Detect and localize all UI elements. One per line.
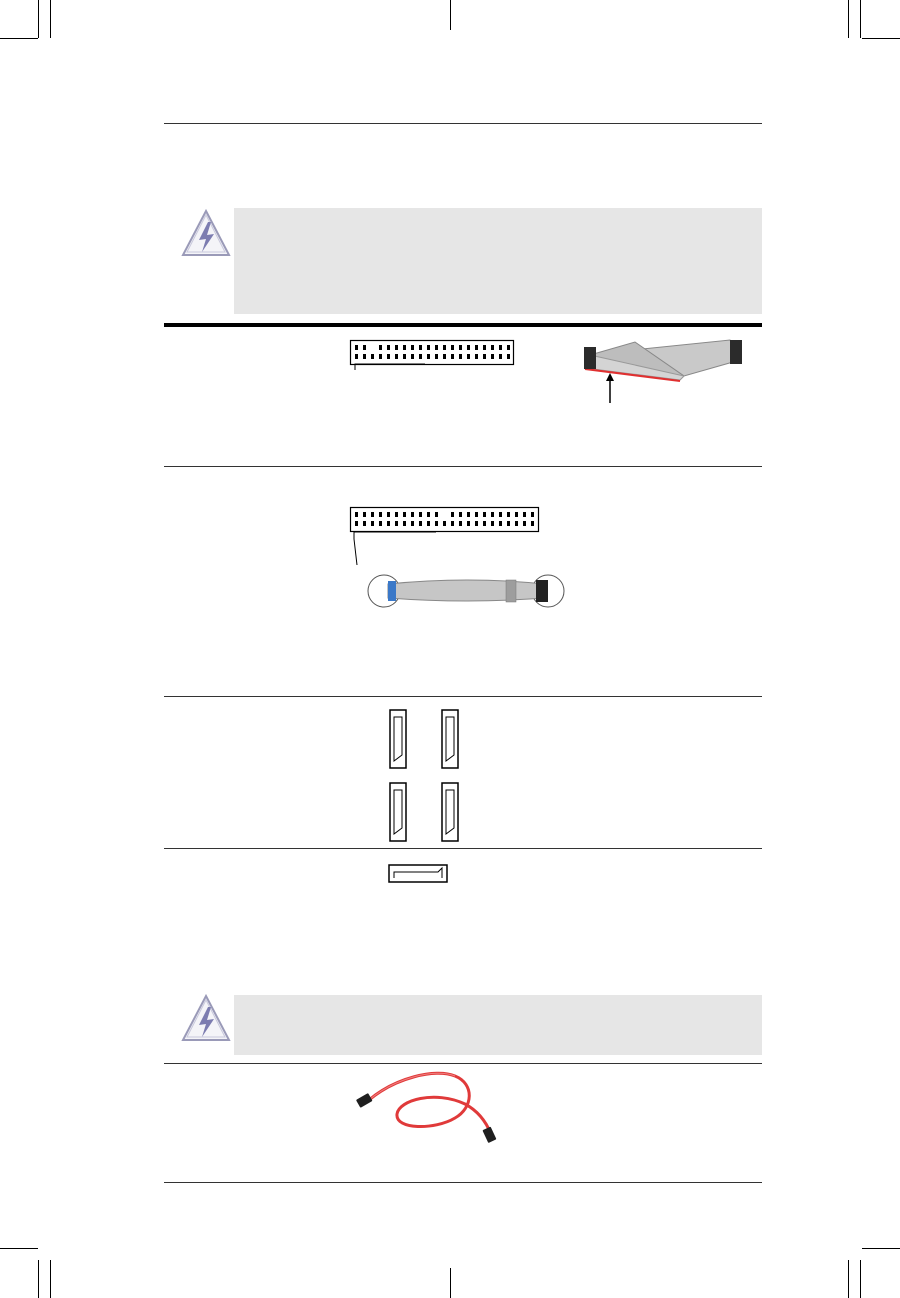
header-pin [419, 345, 422, 350]
header-pin [363, 512, 366, 517]
header-pin [427, 354, 430, 359]
section-rule-thick [164, 323, 762, 327]
header-pin [387, 354, 390, 359]
header-pin [363, 521, 366, 526]
header-pin [467, 521, 470, 526]
header-pin [363, 345, 366, 350]
section-rule [164, 848, 762, 849]
section-rule [164, 696, 762, 697]
crop-mark [848, 0, 849, 38]
crop-mark [38, 0, 39, 38]
warning-lightning-icon [180, 208, 232, 260]
header-pin [395, 345, 398, 350]
crop-mark [862, 1248, 900, 1249]
header-pin [395, 354, 398, 359]
ide-ribbon-cable [368, 574, 568, 610]
header-pin [491, 521, 494, 526]
header-pin [371, 512, 374, 517]
sata-port [442, 710, 458, 768]
crop-mark [860, 0, 861, 38]
floppy-ribbon-cable [580, 330, 760, 405]
pin1-indicator [354, 532, 436, 565]
crop-mark [0, 38, 38, 39]
crop-mark [38, 1260, 39, 1298]
header-pin [403, 512, 406, 517]
header-pin [379, 345, 382, 350]
header-pin [379, 512, 382, 517]
sata-data-cable [355, 1068, 505, 1148]
header-pin [523, 521, 526, 526]
header-pin [419, 512, 422, 517]
header-pin [411, 345, 414, 350]
header-pin [395, 521, 398, 526]
crop-mark [50, 1260, 51, 1298]
header-pin [451, 354, 454, 359]
floppy-header-pins [350, 340, 515, 370]
header-pin [403, 354, 406, 359]
header-pin [483, 512, 486, 517]
header-pin [475, 512, 478, 517]
header-pin [435, 521, 438, 526]
header-pin [451, 521, 454, 526]
header-pin [403, 345, 406, 350]
header-pin [411, 521, 414, 526]
header-pin [355, 512, 358, 517]
header-pin [443, 354, 446, 359]
header-pin [475, 354, 478, 359]
header-pin [379, 521, 382, 526]
header-pin [443, 345, 446, 350]
header-pin [387, 345, 390, 350]
crop-mark [50, 0, 51, 38]
header-pin [419, 521, 422, 526]
header-pin [435, 354, 438, 359]
warning-note-box [234, 208, 762, 314]
header-pin [483, 521, 486, 526]
header-pin [459, 354, 462, 359]
sata-port [390, 783, 406, 841]
header-pin [459, 521, 462, 526]
header-pin [475, 345, 478, 350]
section-rule [164, 1063, 762, 1064]
header-pin [507, 521, 510, 526]
header-pin [467, 512, 470, 517]
warning-lightning-icon [180, 993, 232, 1045]
header-pin [427, 512, 430, 517]
header-pin [491, 345, 494, 350]
sata-port [442, 783, 458, 841]
header-pin [419, 354, 422, 359]
section-rule [164, 466, 762, 467]
header-pin [467, 354, 470, 359]
footer-rule [164, 1182, 762, 1183]
header-pin [523, 512, 526, 517]
header-pin [507, 354, 510, 359]
header-pin [387, 512, 390, 517]
header-pin [363, 354, 366, 359]
crop-mark [862, 38, 900, 39]
header-pin [499, 521, 502, 526]
header-pin [443, 521, 446, 526]
crop-mark [860, 1260, 861, 1298]
header-pin [371, 354, 374, 359]
header-pin [355, 345, 358, 350]
header-pin [507, 512, 510, 517]
header-pin [355, 521, 358, 526]
header-pin [411, 354, 414, 359]
header-pin [507, 345, 510, 350]
header-pin [531, 521, 534, 526]
header-pin [515, 521, 518, 526]
header-rule [164, 123, 762, 124]
header-pin [483, 354, 486, 359]
header-pin [459, 345, 462, 350]
crop-mark [450, 1268, 451, 1298]
header-pin [355, 354, 358, 359]
header-pin [435, 345, 438, 350]
crop-mark [0, 1248, 38, 1249]
header-pin [467, 345, 470, 350]
header-pin [499, 354, 502, 359]
sata-port-pairs [385, 705, 475, 845]
header-pin [395, 512, 398, 517]
crop-mark [450, 0, 451, 30]
warning-note-box [234, 995, 762, 1055]
header-pin [411, 512, 414, 517]
header-pin [371, 521, 374, 526]
header-pin [491, 512, 494, 517]
header-pin [475, 521, 478, 526]
header-pin [387, 521, 390, 526]
ide-header-pins [350, 507, 540, 565]
sata-power-port [388, 864, 450, 884]
header-pin [451, 512, 454, 517]
header-pin [491, 354, 494, 359]
header-pin [451, 345, 454, 350]
sata-port [390, 710, 406, 768]
header-pin [435, 512, 438, 517]
header-pin [483, 345, 486, 350]
header-pin [403, 521, 406, 526]
header-pin [499, 512, 502, 517]
header-pin [515, 512, 518, 517]
header-pin [379, 354, 382, 359]
crop-mark [848, 1260, 849, 1298]
header-pin [427, 345, 430, 350]
header-pin [427, 521, 430, 526]
header-pin [499, 345, 502, 350]
header-pin [531, 512, 534, 517]
header-pin [459, 512, 462, 517]
